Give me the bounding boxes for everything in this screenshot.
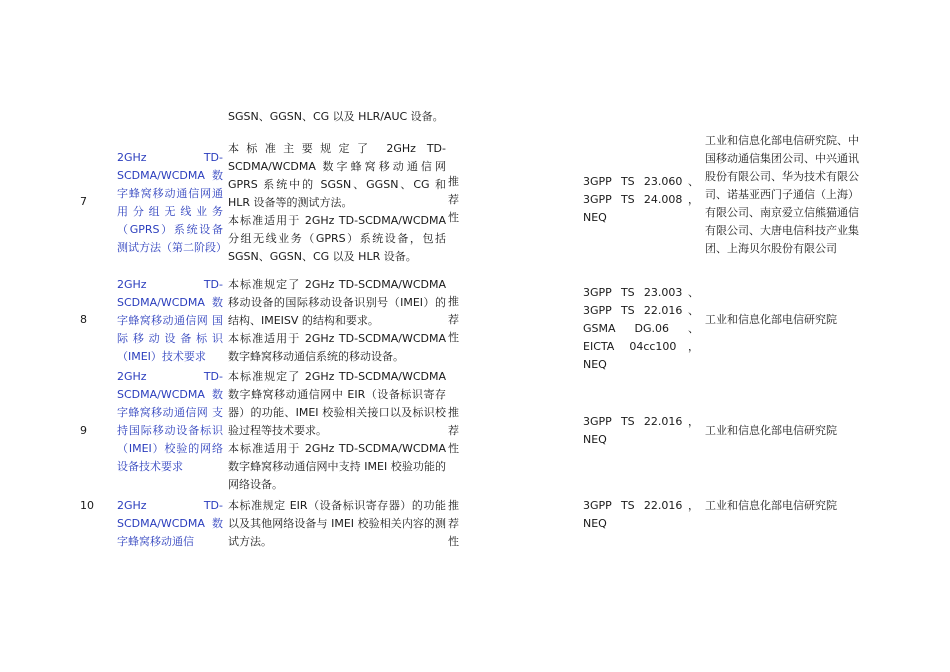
standard-type — [448, 406, 478, 455]
table-row — [0, 368, 950, 494]
scope-paragraph: 本标准规定了 2GHz TD-SCDMA/WCDMA 数字蜂窝移动通信网中 EIR（设备标识寄存器）的功能、IMEI 校验相关接口以及标识校验过程等技术要求。 — [228, 370, 446, 437]
scope-paragraph: 本标准适用于 2GHz TD-SCDMA/WCDMA 数字蜂窝移动通信系统的移动设备。 — [228, 332, 446, 363]
reference-standard: 3GPP TS 23.003、3GPP TS 22.016、GSMA DG.06 、 EICTA 04cc100，NEQ — [583, 286, 699, 371]
drafting-organization: 工业和信息化部电信研究院 — [705, 499, 837, 512]
standard-name: 2GHz TD-SCDMA/WCDMA 数字蜂窝移动通信网通用分组无线业务（GPRS）系统设备测试方法（第二阶段） — [117, 151, 227, 254]
scope-paragraph: 本标准主要规定了 2GHz TD-SCDMA/WCDMA 数字蜂窝移动通信网 GPRS 系统中的 SGSN、GGSN、CG 和 HLR 设备等的测试方法。 — [228, 142, 446, 209]
scope-text — [228, 497, 446, 551]
standard-type — [448, 175, 478, 224]
scope-text — [228, 276, 446, 366]
row-number: 8 — [80, 313, 87, 326]
standard-name: 2GHz TD-SCDMA/WCDMA 数字蜂窝移动通信网 支持国际移动设备标识（IMEI）校验的网络设备技术要求 — [117, 370, 223, 473]
reference-standard: 3GPP TS 23.060、3GPP TS 24.008，NEQ — [583, 175, 699, 224]
type-label: 推荐性 — [448, 175, 465, 224]
drafting-organization: 工业和信息化部电信研究院 — [705, 313, 837, 326]
type-label: 推荐性 — [448, 499, 465, 548]
scope-paragraph: 本标准规定了 2GHz TD-SCDMA/WCDMA 移动设备的国际移动设备识别号（IMEI）的结构、IMEISV 的结构和要求。 — [228, 278, 446, 327]
scope-paragraph: 本标准规定 EIR（设备标识寄存器）的功能以及其他网络设备与 IMEI 校验相关内容的测试方法。 — [228, 499, 446, 548]
scope-text — [228, 368, 446, 494]
reference-standard: 3GPP TS 22.016，NEQ — [583, 499, 699, 530]
scope-paragraph: 本标准适用于 2GHz TD-SCDMA/WCDMA 数字蜂窝移动通信网中支持 IMEI 校验功能的网络设备。 — [228, 442, 446, 491]
scope-paragraph: 本标准适用于 2GHz TD-SCDMA/WCDMA 分组无线业务（GPRS）系统设备，包括 SGSN、GGSN、CG 以及 HLR 设备。 — [228, 214, 446, 263]
table-row — [0, 134, 950, 272]
standard-name: 2GHz TD-SCDMA/WCDMA 数字蜂窝移动通信 — [117, 499, 223, 548]
type-label: 推荐性 — [448, 406, 465, 455]
scope-text — [228, 140, 446, 266]
reference-standard: 3GPP TS 22.016，NEQ — [583, 415, 699, 446]
row-number: 7 — [80, 195, 87, 208]
drafting-organization: 工业和信息化部电信研究院、中国移动通信集团公司、中兴通讯股份有限公司、华为技术有限公司、诺基亚西门子通信（上海）有限公司、南京爱立信熊猫通信有限公司、大唐电信科技产业集团、上海贝尔股份有限公司 — [705, 134, 859, 255]
type-label: 推荐性 — [448, 295, 465, 344]
standard-type — [448, 295, 478, 344]
standard-name: 2GHz TD-SCDMA/WCDMA 数字蜂窝移动通信网 国际移动设备标识（IMEI）技术要求 — [117, 278, 223, 363]
continuation-text: SGSN、GGSN、CG 以及 HLR/AUC 设备。 — [228, 110, 444, 123]
table-row — [0, 276, 950, 371]
standard-type — [448, 497, 478, 551]
row-number: 9 — [80, 424, 87, 437]
table-row — [0, 497, 950, 557]
row-number: 10 — [80, 499, 94, 512]
drafting-organization: 工业和信息化部电信研究院 — [705, 424, 837, 437]
